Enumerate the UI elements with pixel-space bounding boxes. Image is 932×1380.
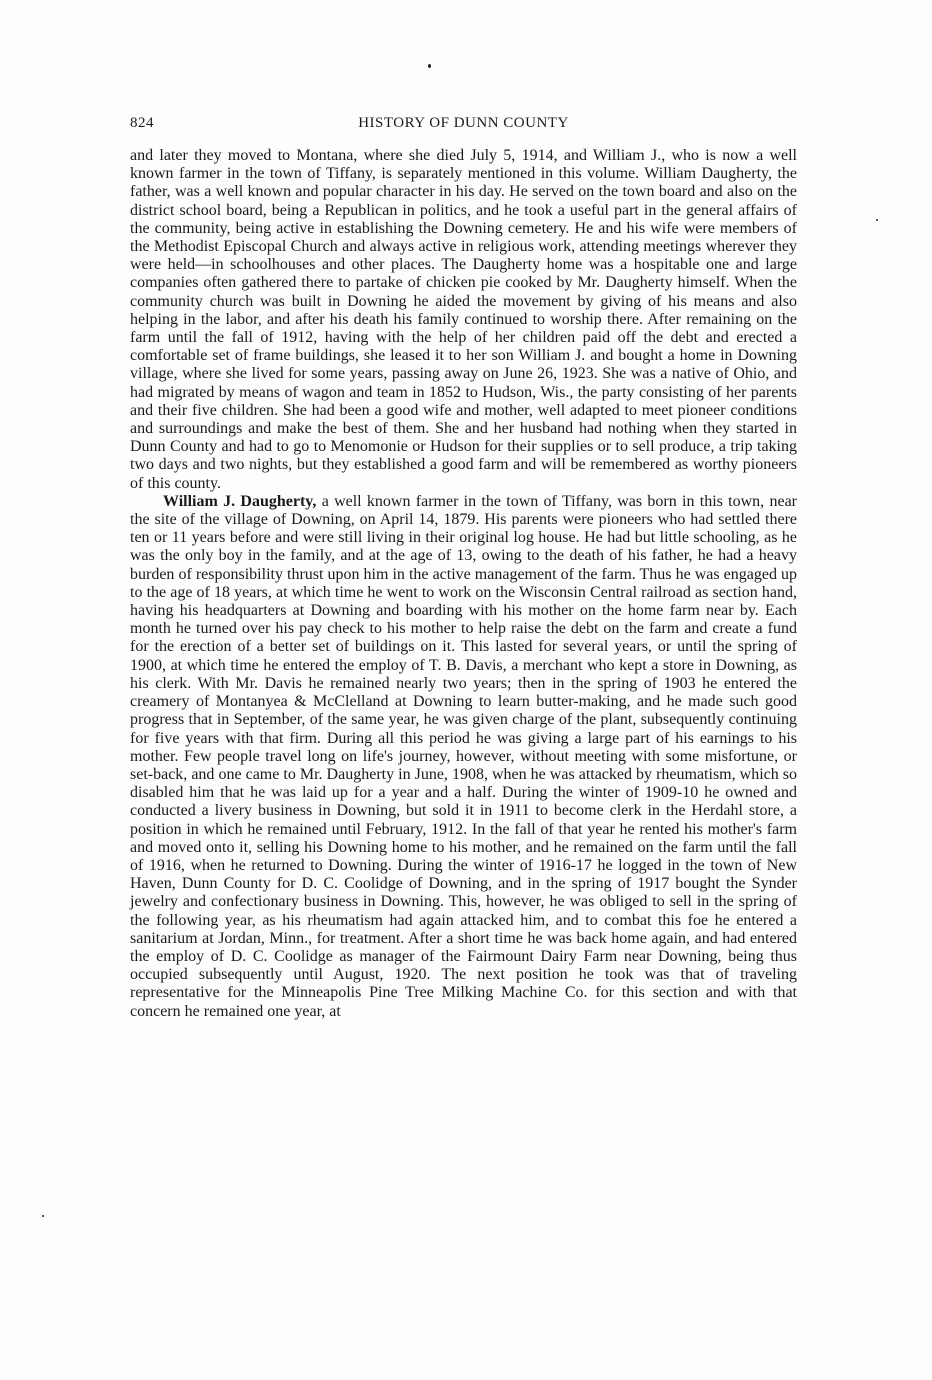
paragraph-continuation: and later they moved to Montana, where she died July 5, 1914, and William J., who is now a well known farmer in the town of Tiffany, is separately mentioned in this volume. William Daugherty, the father, was a well known and popular character in his day. He served on the town board and also on the district school board, being a Republican in politics, and he took a useful part in the general affairs of the community, being active in establishing the Downing cemetery. He and his wife were members of the Methodist Episcopal Church and always active in religious work, attending meetings wherever they were held—in schoolhouses and other places. The Daugherty home was a hospitable one and large companies often gathered there to partake of chicken pie cooked by Mr. Daugherty himself. When the community church was built in Downing he aided the movement by giving of his means and also helping in the labor, and after his death his family continued to worship there. After remaining on the farm until the fall of 1912, having with the help of her children paid off the debt and erected a comfortable set of frame buildings, she leased it to her son William J. and bought a home in Downing village, where she lived for some years, passing away on June 26, 1923. She was a native of Ohio, and had migrated by means of wagon and team in 1852 to Hudson, Wis., the party consisting of her parents and their five children. She had been a good wife and mother, well adapted to meet pioneer conditions and surroundings and make the best of them. She and her husband had nothing when they started in Dunn County and had to go to Menomonie or Hudson for their supplies or to sell produce, a trip taking two days and two nights, but they established a good farm and will be remembered as worthy pioneers of this county.: [130, 147, 797, 492]
running-title: HISTORY OF DUNN COUNTY: [358, 115, 569, 131]
body-text: [130, 147, 797, 1021]
page-number: 824: [130, 115, 154, 131]
biography-subject-name: William J. Daugherty,: [163, 492, 317, 510]
page-header: [130, 115, 797, 135]
ink-speck: [42, 1215, 44, 1217]
biography-text: a well known farmer in the town of Tiffany, was born in this town, near the site of the village of Downing, on April 14, 1879. His parents were pioneers who had settled there ten or 11 years before and were still living in their original log house. He had but little schooling, as he was the only boy in the family, and at the age of 13, owing to the death of his father, he had a heavy burden of responsibility thrust upon him in the active management of the farm. Thus he was engaged up to the age of 18 years, at which time he went to work on the Wisconsin Central railroad as section hand, having his headquarters at Downing and boarding with his mother on the home farm near by. Each month he turned over his pay check to his mother to help raise the debt on the farm and create a fund for the erection of a better set of buildings on it. This lasted for several years, or until the spring of 1900, at which time he entered the employ of T. B. Davis, a merchant who kept a store in Downing, as his clerk. With Mr. Davis he remained nearly two years; then in the spring of 1903 he entered the creamery of Montanyea & McClelland at Downing to learn butter-making, and he made such good progress that in September, of the same year, he was given charge of the plant, subsequently continuing for five years with that firm. During all this period he was giving a large part of his earnings to his mother. Few people travel long on life's journey, however, without meeting with some misfortune, or set-back, and one came to Mr. Daugherty in June, 1908, when he was attacked by rheumatism, which so disabled him that he was laid up for a year and a half. During the winter of 1909-10 he owned and conducted a livery business in Downing, but sold it in 1911 to become clerk in the Herdahl store, a position in which he remained until February, 1912. In the fall of that year he rented his mother's farm and moved onto it, selling his Downing home to his mother, and he remained on the farm until the fall of 1916, when he returned to Downing. During the winter of 1916-17 he logged in the town of New Haven, Dunn County for D. C. Coolidge of Downing, and in the spring of 1917 bought the Synder jewelry and confectionary business in Downing. This, however, he was obliged to sell in the spring of the following year, as his rheumatism had again attacked him, and to combat this foe he entered a sanitarium at Jordan, Minn., for treatment. After a short time he was back home again, and had entered the employ of D. C. Coolidge as manager of the Fairmount Dairy Farm near Downing, being thus occupied subsequently until August, 1920. The next position he took was that of traveling representative for the Minneapolis Pine Tree Milking Machine Co. for this section and with that concern he remained one year, at: [130, 492, 797, 1020]
ink-speck: [876, 219, 878, 221]
paragraph-biography: [130, 493, 797, 1021]
ink-speck: [428, 64, 431, 68]
